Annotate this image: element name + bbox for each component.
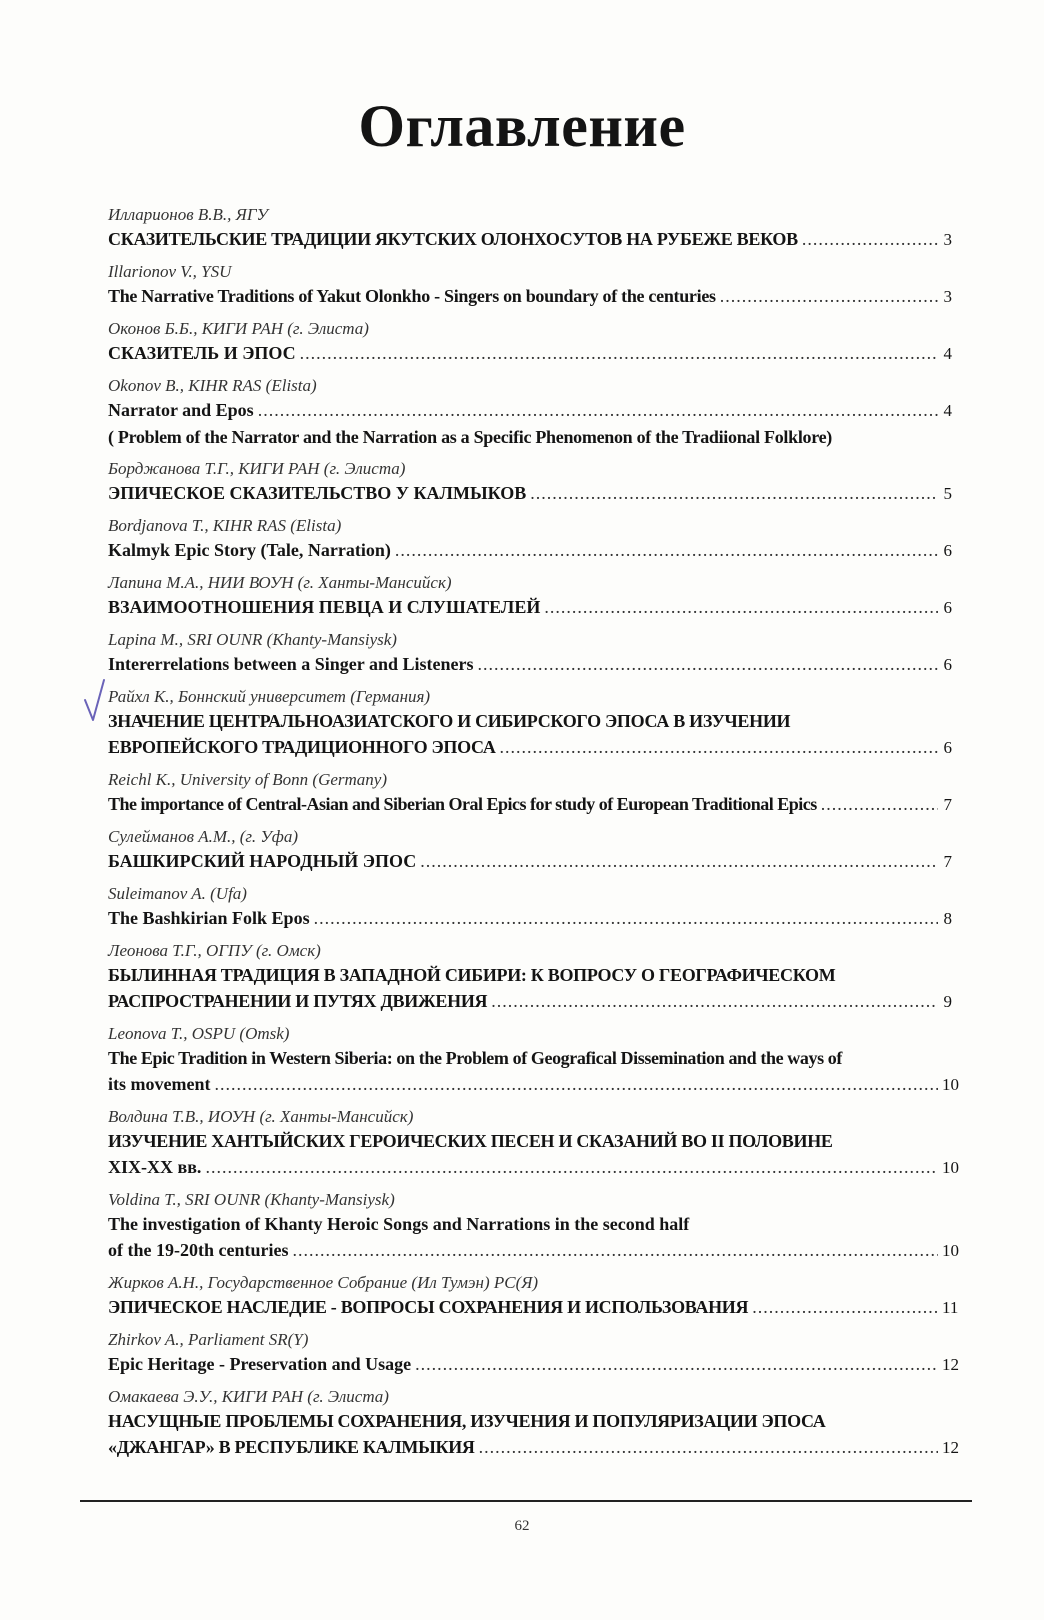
toc-title[interactable]: The investigation of Khanty Heroic Songs and Narrations in the second half <box>108 1214 690 1234</box>
toc-entry <box>108 1272 959 1321</box>
leader-dots <box>205 1154 938 1180</box>
toc-author: Илларионов В.В., ЯГУ <box>108 205 268 224</box>
toc-page-number: 6 <box>943 541 952 560</box>
toc-page-number: 3 <box>943 230 952 249</box>
leader-dots <box>258 397 938 423</box>
toc-page-number: 11 <box>942 1298 959 1317</box>
toc-title[interactable]: The Epic Tradition in Western Siberia: on the Problem of Geografical Dissemination and the ways of <box>108 1048 842 1068</box>
leader-dots <box>752 1294 938 1320</box>
leader-dots <box>292 1237 938 1263</box>
toc-page-number: 10 <box>942 1075 959 1094</box>
toc-title-line[interactable] <box>108 988 952 1015</box>
handwritten-check-icon <box>82 678 108 726</box>
leader-dots <box>479 1434 938 1460</box>
toc-entry <box>108 1329 959 1378</box>
toc-author: Okonov B., KIHR RAS (Elista) <box>108 376 317 395</box>
toc-author: Оконов Б.Б., КИГИ РАН (г. Элиста) <box>108 319 369 338</box>
toc-title: Intererrelations between a Singer and Listeners <box>108 654 474 674</box>
toc-author: Жирков А.Н., Государственное Собрание (Ил Тумэн) РС(Я) <box>108 1273 539 1292</box>
toc-title[interactable]: ЗНАЧЕНИЕ ЦЕНТРАЛЬНОАЗИАТСКОГО И СИБИРСКОГО ЭПОСА В ИЗУЧЕНИИ <box>108 711 791 731</box>
toc-entry <box>108 1106 959 1181</box>
toc-author: Illarionov V., YSU <box>108 262 232 281</box>
table-of-contents <box>108 204 959 1469</box>
toc-author: Reichl K., University of Bonn (Germany) <box>108 770 388 789</box>
toc-title-continued: of the 19-20th centuries <box>108 1240 289 1260</box>
leader-dots <box>821 791 938 817</box>
toc-entry <box>108 1386 959 1461</box>
toc-page-number: 10 <box>942 1241 959 1260</box>
toc-title-line[interactable] <box>108 651 952 678</box>
toc-entry <box>108 1023 959 1098</box>
toc-title-line[interactable] <box>108 226 952 253</box>
toc-author: Lapina M., SRI OUNR (Khanty-Mansiysk) <box>108 630 397 649</box>
leader-dots <box>500 734 938 760</box>
toc-title-line[interactable] <box>108 1294 959 1321</box>
toc-title-line[interactable] <box>108 1071 959 1098</box>
toc-title-continued: ЕВРОПЕЙСКОГО ТРАДИЦИОННОГО ЭПОСА <box>108 737 496 757</box>
toc-author: Волдина Т.В., ИОУН (г. Ханты-Мансийск) <box>108 1107 414 1126</box>
toc-page-number: 12 <box>942 1355 959 1374</box>
toc-page-number: 6 <box>943 738 952 757</box>
toc-title-line[interactable] <box>108 340 952 367</box>
leader-dots <box>530 480 938 506</box>
toc-title-continued: РАСПРОСТРАНЕНИИ И ПУТЯХ ДВИЖЕНИЯ <box>108 991 488 1011</box>
leader-dots <box>300 340 938 366</box>
toc-entry <box>108 940 952 1015</box>
toc-page-number: 10 <box>942 1158 959 1177</box>
toc-page-number: 4 <box>943 344 952 363</box>
toc-title-line[interactable] <box>108 594 952 621</box>
toc-title-line[interactable] <box>108 1154 959 1181</box>
toc-page-number: 8 <box>943 909 952 928</box>
toc-author: Лапина М.А., НИИ ВОУН (г. Ханты-Мансийск) <box>108 573 452 592</box>
toc-entry <box>108 375 952 450</box>
leader-dots <box>491 988 938 1014</box>
toc-title-line[interactable] <box>108 1351 959 1378</box>
toc-title: Narrator and Epos <box>108 400 254 420</box>
toc-title: The importance of Central-Asian and Siberian Oral Epics for study of European Traditional Epics <box>108 794 817 814</box>
toc-entry <box>108 1189 959 1264</box>
toc-title-line[interactable] <box>108 1237 959 1264</box>
toc-title: The Bashkirian Folk Epos <box>108 908 310 928</box>
leader-dots <box>802 226 938 252</box>
toc-entry <box>108 686 952 761</box>
toc-author: Борджанова Т.Г., КИГИ РАН (г. Элиста) <box>108 459 406 478</box>
page-title: Оглавление <box>358 93 686 159</box>
toc-page-number: 3 <box>943 287 952 306</box>
toc-title[interactable]: БЫЛИННАЯ ТРАДИЦИЯ В ЗАПАДНОЙ СИБИРИ: К ВОПРОСУ О ГЕОГРАФИЧЕСКОМ <box>108 965 836 985</box>
toc-author: Сулейманов А.М., (г. Уфа) <box>108 827 299 846</box>
toc-title: СКАЗИТЕЛЬ И ЭПОС <box>108 343 296 363</box>
leader-dots <box>214 1071 938 1097</box>
toc-title-line[interactable] <box>108 791 952 818</box>
toc-title[interactable]: ИЗУЧЕНИЕ ХАНТЫЙСКИХ ГЕРОИЧЕСКИХ ПЕСЕН И СКАЗАНИЙ ВО II ПОЛОВИНЕ <box>108 1131 833 1151</box>
leader-dots <box>720 283 938 309</box>
toc-page-number: 5 <box>943 484 952 503</box>
toc-entry <box>108 204 952 253</box>
toc-title: Kalmyk Epic Story (Tale, Narration) <box>108 540 391 560</box>
toc-title-line[interactable] <box>108 905 952 932</box>
toc-entry <box>108 629 952 678</box>
toc-page-number: 7 <box>943 852 952 871</box>
toc-author: Леонова Т.Г., ОГПУ (г. Омск) <box>108 941 321 960</box>
toc-entry <box>108 458 952 507</box>
toc-page-number: 12 <box>942 1438 959 1457</box>
toc-title-line[interactable] <box>108 734 952 761</box>
toc-author: Bordjanova T., KIHR RAS (Elista) <box>108 516 342 535</box>
toc-title: Epic Heritage - Preservation and Usage <box>108 1354 412 1374</box>
toc-entry <box>108 826 952 875</box>
toc-title: СКАЗИТЕЛЬСКИЕ ТРАДИЦИИ ЯКУТСКИХ ОЛОНХОСУТОВ НА РУБЕЖЕ ВЕКОВ <box>108 229 798 249</box>
toc-author: Райхл К., Боннский университет (Германия) <box>108 687 431 706</box>
toc-title-continued: XIX-XX вв. <box>108 1157 202 1177</box>
toc-title-continued: «ДЖАНГАР» В РЕСПУБЛИКЕ КАЛМЫКИЯ <box>108 1437 475 1457</box>
toc-author: Suleimanov A. (Ufa) <box>108 884 247 903</box>
toc-title: ЭПИЧЕСКОЕ НАСЛЕДИЕ - ВОПРОСЫ СОХРАНЕНИЯ И ИСПОЛЬЗОВАНИЯ <box>108 1297 749 1317</box>
leader-dots <box>420 848 938 874</box>
toc-title-line[interactable] <box>108 848 952 875</box>
toc-entry <box>108 261 952 310</box>
toc-entry <box>108 572 952 621</box>
toc-subtitle: ( Problem of the Narrator and the Narration as a Specific Phenomenon of the Tradiional Folklore) <box>108 427 832 447</box>
toc-entry <box>108 515 952 564</box>
toc-entry <box>108 883 952 932</box>
toc-title: ЭПИЧЕСКОЕ СКАЗИТЕЛЬСТВО У КАЛМЫКОВ <box>108 483 527 503</box>
toc-page-number: 4 <box>943 401 952 420</box>
toc-title: ВЗАИМООТНОШЕНИЯ ПЕВЦА И СЛУШАТЕЛЕЙ <box>108 597 541 617</box>
toc-page-number: 7 <box>943 795 952 814</box>
toc-entry <box>108 318 952 367</box>
leader-dots <box>544 594 938 620</box>
toc-page-number: 6 <box>943 598 952 617</box>
toc-entry <box>108 769 952 818</box>
toc-title-line[interactable] <box>108 397 952 424</box>
toc-title-line[interactable] <box>108 480 952 507</box>
toc-title-line[interactable] <box>108 1434 959 1461</box>
leader-dots <box>415 1351 938 1377</box>
toc-title: The Narrative Traditions of Yakut Olonkho - Singers on boundary of the centuries <box>108 286 716 306</box>
toc-title[interactable]: НАСУЩНЫЕ ПРОБЛЕМЫ СОХРАНЕНИЯ, ИЗУЧЕНИЯ И ПОПУЛЯРИЗАЦИИ ЭПОСА <box>108 1411 826 1431</box>
footer-divider <box>80 1500 972 1502</box>
toc-page-number: 6 <box>943 655 952 674</box>
toc-title: БАШКИРСКИЙ НАРОДНЫЙ ЭПОС <box>108 851 417 871</box>
toc-title-continued: its movement <box>108 1074 211 1094</box>
toc-author: Leonova T., OSPU (Omsk) <box>108 1024 290 1043</box>
toc-author: Омакаева Э.У., КИГИ РАН (г. Элиста) <box>108 1387 389 1406</box>
toc-title-line[interactable] <box>108 537 952 564</box>
toc-title-line[interactable] <box>108 283 952 310</box>
toc-page-number: 9 <box>943 992 952 1011</box>
toc-author: Zhirkov A., Parliament SR(Y) <box>108 1330 309 1349</box>
page-number: 62 <box>514 1518 530 1534</box>
toc-author: Voldina T., SRI OUNR (Khanty-Mansiysk) <box>108 1190 395 1209</box>
leader-dots <box>395 537 938 563</box>
leader-dots <box>314 905 938 931</box>
leader-dots <box>477 651 938 677</box>
